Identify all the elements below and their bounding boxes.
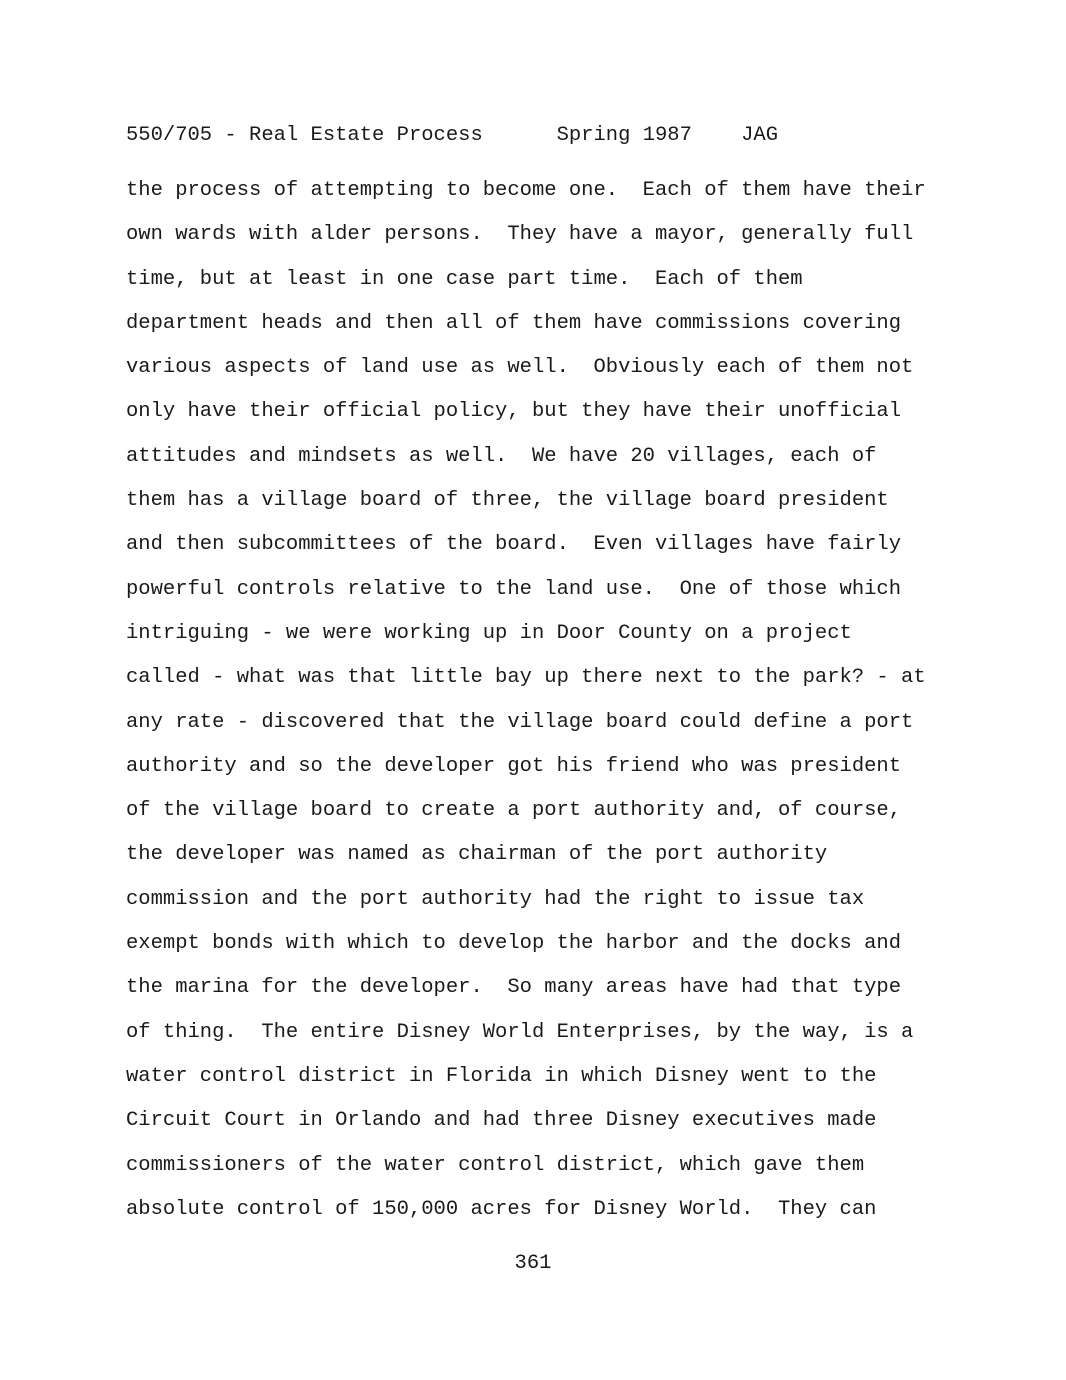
text-line: absolute control of 150,000 acres for Disney World. They can [126,1197,877,1221]
text-line: attitudes and mindsets as well. We have 20 villages, each of [126,444,877,468]
text-line: authority and so the developer got his friend who was president [126,754,902,778]
text-line: water control district in Florida in which Disney went to the [126,1064,877,1088]
text-line: called - what was that little bay up there next to the park? - at [126,666,926,690]
text-line: the developer was named as chairman of the port authority [126,843,828,867]
text-line: of thing. The entire Disney World Enterprises, by the way, is a [126,1020,914,1044]
text-line: intriguing - we were working up in Door County on a project [126,621,852,645]
text-line: Circuit Court in Orlando and had three Disney executives made [126,1109,877,1133]
text-line: time, but at least in one case part time. Each of them [126,267,803,291]
text-line: any rate - discovered that the village board could define a port [126,710,914,734]
page-header [126,124,778,148]
text-line: of the village board to create a port authority and, of course, [126,799,902,823]
text-line: and then subcommittees of the board. Even villages have fairly [126,533,902,557]
text-line: various aspects of land use as well. Obviously each of them not [126,356,914,380]
transcript-body [126,169,1006,1232]
text-line: department heads and then all of them have commissions covering [126,311,902,335]
text-line: exempt bonds with which to develop the harbor and the docks and [126,932,902,956]
text-line: them has a village board of three, the village board president [126,489,889,513]
text-line: commissioners of the water control district, which gave them [126,1153,865,1177]
header-initials: JAG [741,124,779,147]
text-line: only have their official policy, but they have their unofficial [126,400,902,424]
text-line: own wards with alder persons. They have a mayor, generally full [126,223,914,247]
text-line: the marina for the developer. So many areas have had that type [126,976,902,1000]
text-line: the process of attempting to become one. Each of them have their [126,179,926,202]
page-number: 361 [514,1252,552,1275]
text-line: powerful controls relative to the land use. One of those which [126,577,902,601]
text-line: commission and the port authority had the right to issue tax [126,887,865,911]
header-term: Spring 1987 [556,124,692,147]
header-course: 550/705 - Real Estate Process [126,124,483,147]
